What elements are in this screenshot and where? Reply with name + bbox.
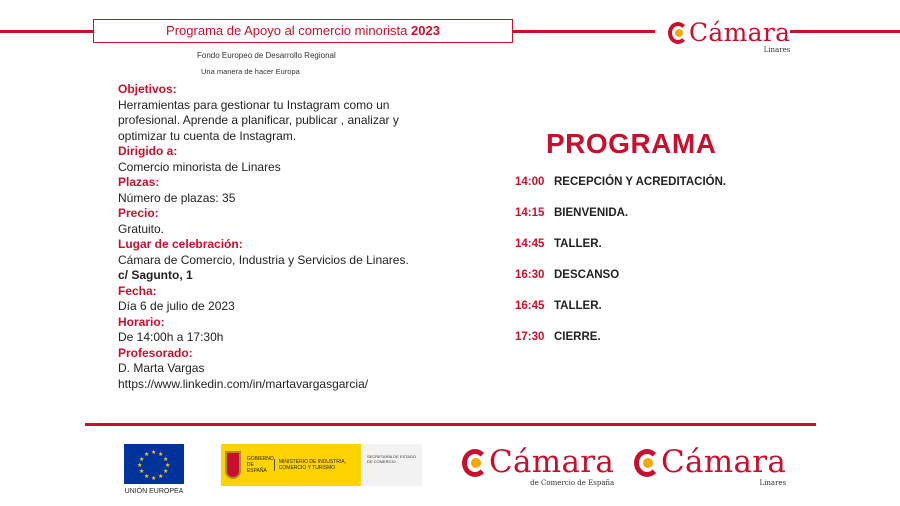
schedule-time: 17:30	[515, 331, 545, 343]
gobierno-label: GOBIERNO DE ESPAÑA	[246, 456, 274, 474]
footer-rule	[85, 423, 816, 426]
schedule-row	[515, 300, 726, 331]
profesorado-name: D. Marta Vargas	[118, 361, 205, 375]
logo-name: Cámara	[689, 18, 791, 47]
schedule-row	[515, 269, 726, 300]
horario-label: Horario:	[118, 314, 165, 329]
camara-c-icon	[634, 449, 660, 477]
lugar-text: Cámara de Comercio, Industria y Servicios de Linares.	[118, 252, 409, 267]
camara-linares-logo-top	[668, 20, 790, 54]
ministerio-label: MINISTERIO DE INDUSTRIA, COMERCIO Y TURISMO	[274, 459, 361, 471]
schedule-time: 14:15	[515, 207, 545, 219]
gobierno-logo	[221, 444, 422, 486]
camara-espana-logo	[462, 444, 615, 487]
header-rule-right	[790, 30, 900, 33]
lugar-address: c/ Sagunto, 1	[118, 268, 193, 282]
objetivos-label: Objetivos:	[118, 82, 177, 96]
program-title: Programa de Apoyo al comercio minorista	[166, 23, 408, 38]
programa-title: PROGRAMA	[546, 128, 717, 159]
program-year: 2023	[411, 23, 440, 38]
schedule-time: 16:30	[515, 269, 545, 281]
dirigido-text: Comercio minorista de Linares	[118, 159, 281, 174]
program-title-box	[93, 19, 513, 43]
schedule-row	[515, 207, 726, 238]
eu-logo	[124, 444, 184, 495]
schedule-activity: RECEPCIÓN Y ACREDITACIÓN.	[554, 176, 727, 188]
plazas-label: Plazas:	[118, 175, 160, 189]
fecha-label: Fecha:	[118, 283, 157, 298]
profesorado-label: Profesorado:	[118, 345, 193, 360]
schedule-row	[515, 176, 726, 207]
eu-caption: UNIÓN EUROPEA	[124, 488, 184, 495]
precio-text: Gratuito.	[118, 221, 165, 236]
camara-c-icon	[668, 22, 688, 44]
schedule-activity: TALLER.	[554, 300, 602, 312]
horario-text: De 14:00h a 17:30h	[118, 330, 224, 344]
event-info	[118, 82, 418, 392]
schedule-row	[515, 238, 726, 269]
fecha-text: Día 6 de julio de 2023	[118, 299, 235, 313]
dirigido-label: Dirigido a:	[118, 144, 178, 158]
objetivos-text: Herramientas para gestionar tu Instagram como un profesional. Aprende a planificar, publicar , analizar y optimizar tu cuenta de Instagram.	[118, 97, 399, 143]
schedule-activity: CIERRE.	[554, 331, 601, 343]
camara-linares-logo-bottom	[634, 444, 787, 487]
schedule-time: 16:45	[515, 300, 545, 312]
eu-flag-icon: ★ ★ ★ ★ ★ ★ ★ ★ ★ ★ ★ ★	[124, 444, 184, 484]
schedule	[515, 176, 726, 362]
logo-sub: Linares	[763, 46, 791, 54]
slogan: Una manera de hacer Europa	[201, 67, 300, 76]
schedule-time: 14:00	[515, 176, 545, 188]
coat-of-arms-icon	[225, 451, 241, 479]
profesorado-link[interactable]: https://www.linkedin.com/in/martavargasgarcia/	[118, 376, 369, 391]
schedule-activity: DESCANSO	[554, 269, 620, 281]
logo-name: Cámara	[661, 444, 787, 480]
plazas-text: Número de plazas: 35	[118, 190, 236, 205]
schedule-activity: TALLER.	[554, 238, 602, 250]
precio-label: Precio:	[118, 206, 159, 220]
camara-c-icon	[462, 449, 488, 477]
schedule-activity: BIENVENIDA.	[554, 207, 629, 219]
schedule-time: 14:45	[515, 238, 545, 250]
secretaria-label: SECRETARÍA DE ESTADO DE COMERCIO	[361, 444, 422, 486]
logo-sub: de Comercio de España	[530, 479, 615, 487]
schedule-row	[515, 331, 726, 362]
logo-sub: Linares	[759, 479, 787, 487]
lugar-label: Lugar de celebración:	[118, 237, 243, 251]
fund-label: Fondo Europeo de Desarrollo Regional	[197, 51, 336, 60]
logo-name: Cámara	[489, 444, 615, 480]
